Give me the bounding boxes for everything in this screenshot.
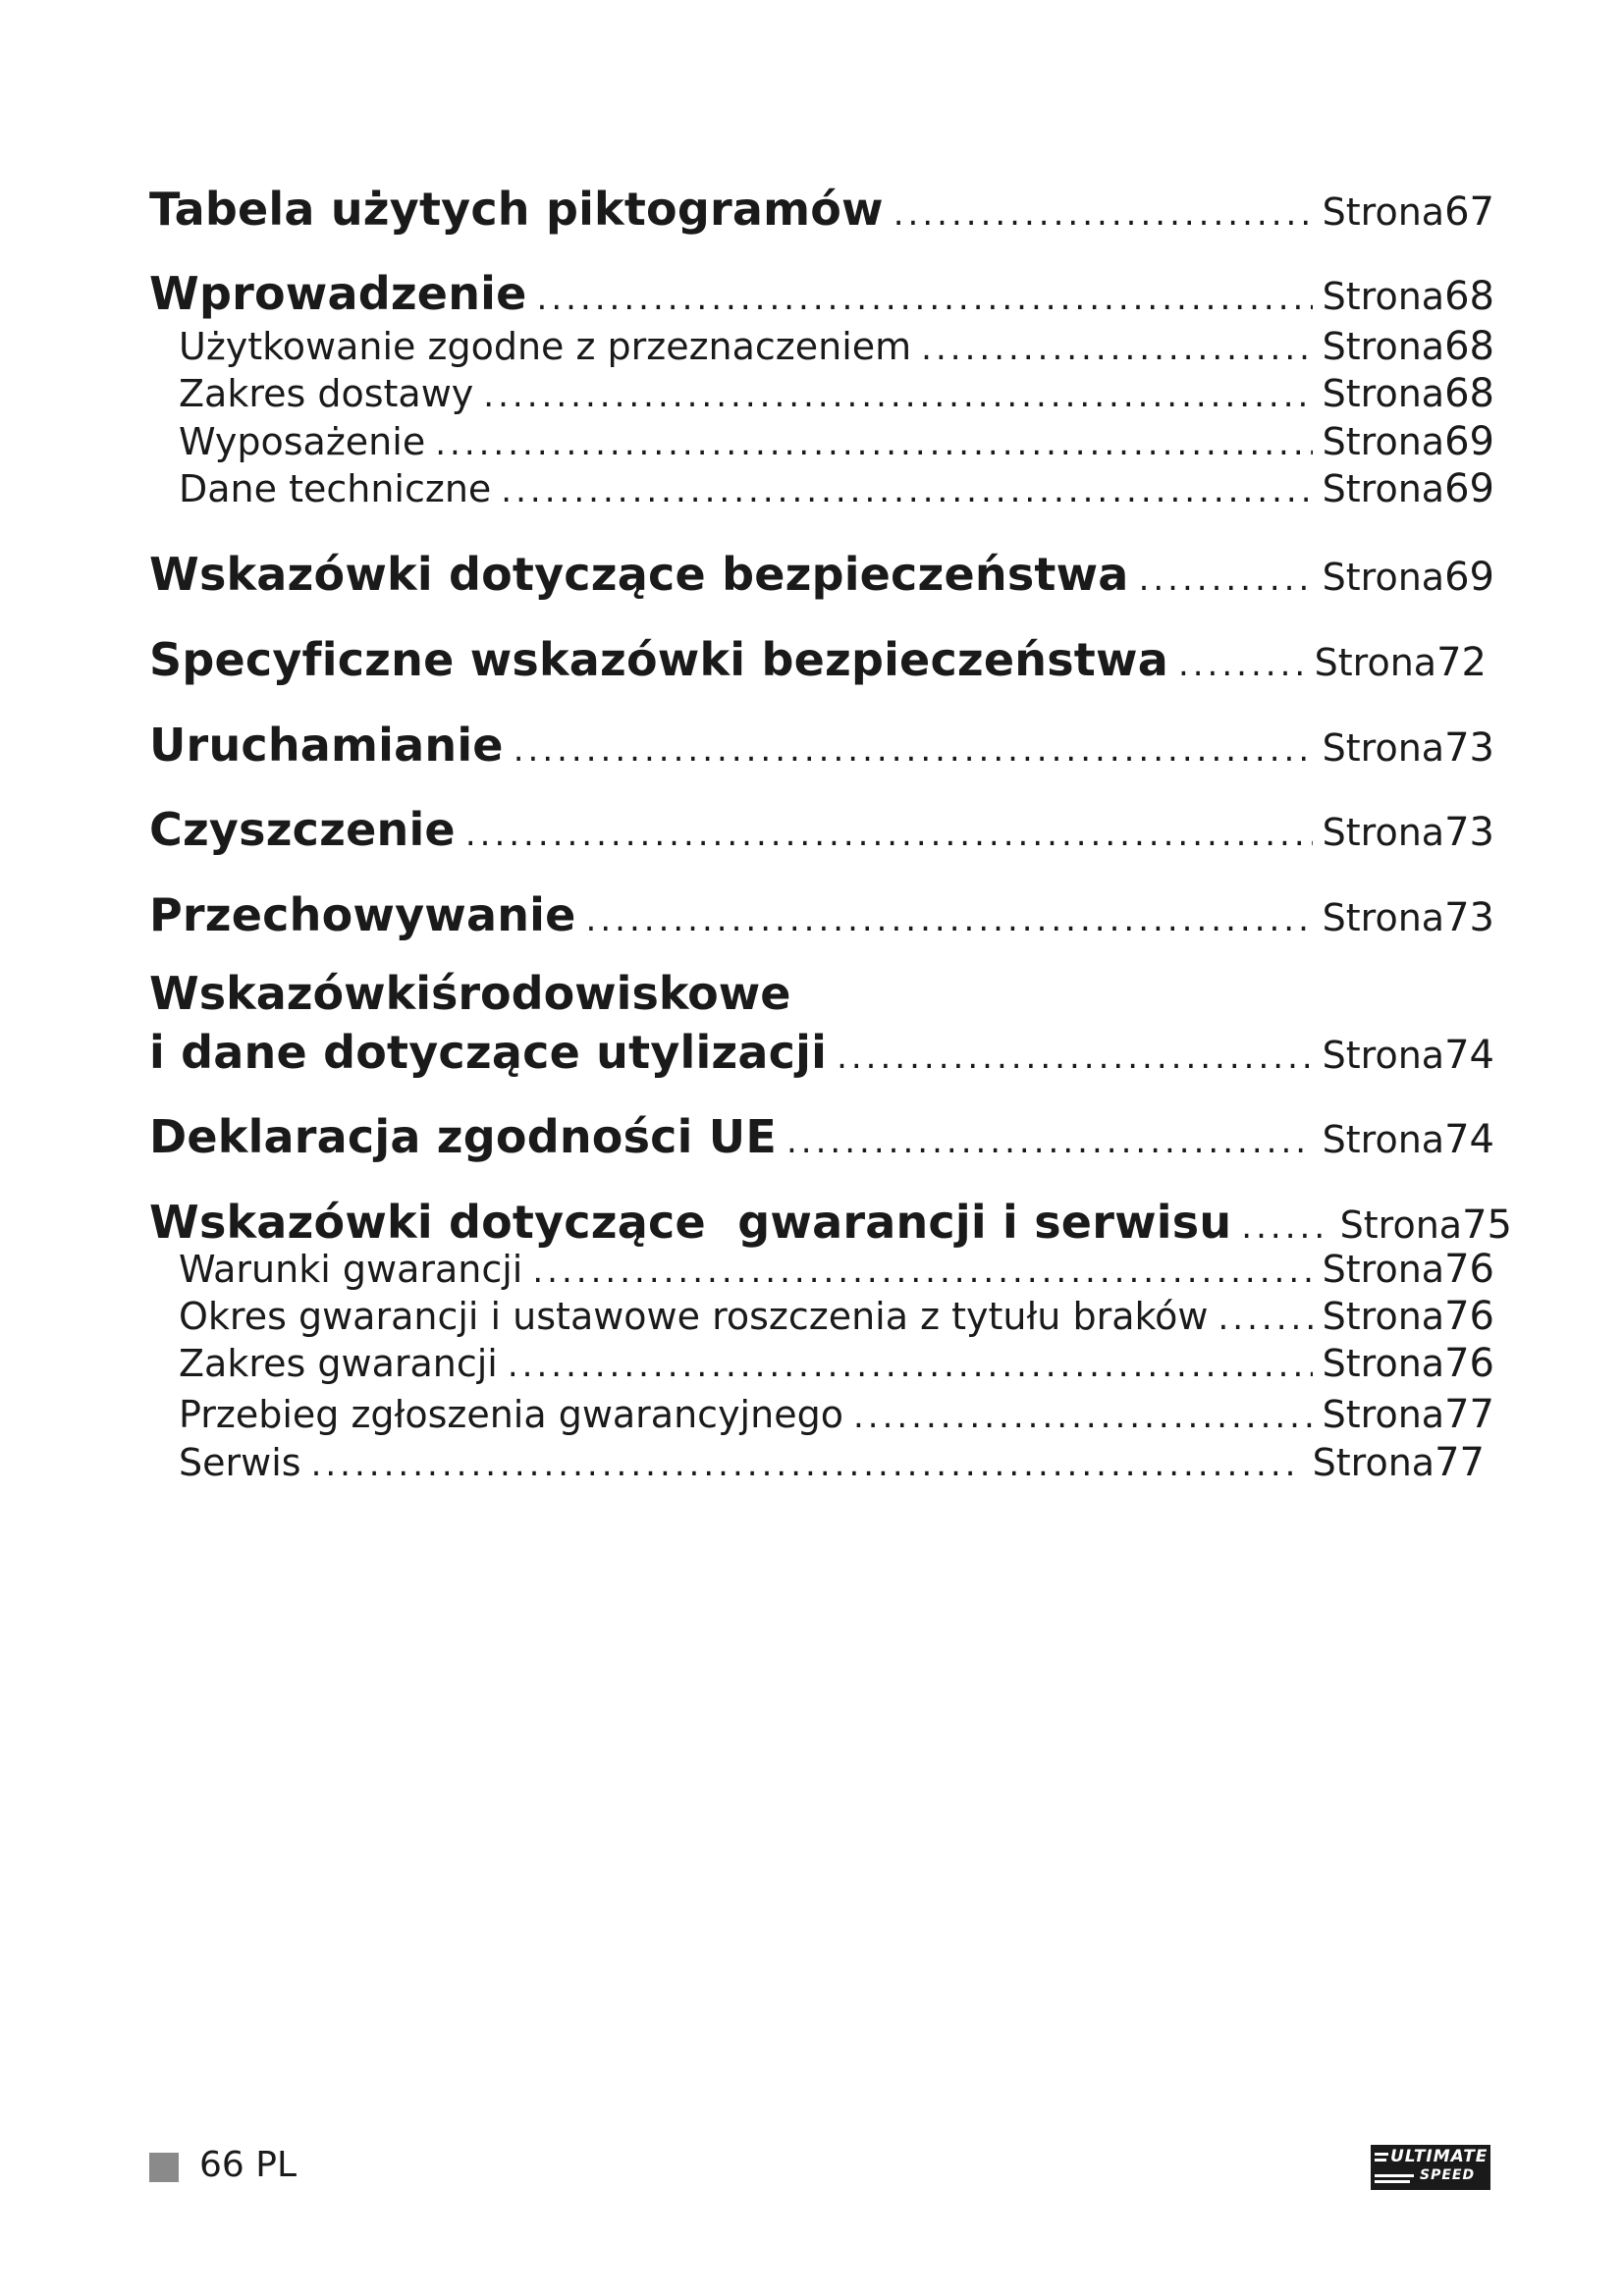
toc-entry-page: 73 — [1444, 725, 1494, 771]
toc-entry-label: Warunki gwarancji — [179, 1248, 523, 1291]
leader-dots — [435, 424, 1312, 463]
toc-entry-strona: Strona — [1322, 556, 1445, 599]
toc-entry-label: Specyficzne wskazówki bezpieczeństwa — [149, 633, 1168, 686]
leader-dots — [1178, 645, 1305, 684]
toc-subentry[interactable] — [179, 1392, 1494, 1437]
toc-entry-label: i dane dotyczące utylizacji — [149, 1026, 828, 1079]
leader-dots — [853, 1397, 1313, 1436]
toc-entry-strona: Strona — [1322, 325, 1445, 368]
brand-logo-line2: SPEED — [1420, 2167, 1476, 2183]
toc-entry[interactable] — [149, 719, 1494, 772]
toc-entry-page: 68 — [1444, 324, 1494, 369]
leader-dots — [465, 815, 1313, 854]
footer-square-marker — [149, 2153, 179, 2182]
toc-entry-page: 69 — [1444, 555, 1494, 600]
toc-entry-page: 74 — [1444, 1033, 1494, 1078]
toc-entry-page: 67 — [1444, 189, 1494, 235]
toc-entry-strona: Strona — [1322, 811, 1445, 854]
leader-dots — [537, 279, 1313, 318]
leader-dots — [483, 376, 1312, 415]
leader-dots — [508, 1346, 1313, 1385]
toc-entry[interactable] — [149, 1196, 1512, 1249]
toc-entry-strona: Strona — [1322, 1393, 1445, 1436]
leader-dots — [837, 1038, 1313, 1077]
toc-entry-label: Wprowadzenie — [149, 267, 527, 320]
leader-dots — [921, 329, 1312, 368]
toc-entry-label: Uruchamianie — [149, 719, 504, 772]
toc-entry-page: 76 — [1444, 1341, 1494, 1386]
toc-entry-label: Tabela użytych piktogramów — [149, 183, 884, 236]
toc-entry-page: 68 — [1444, 371, 1494, 416]
brand-logo — [1371, 2145, 1490, 2190]
toc-entry-label: Okres gwarancji i ustawowe roszczenia z tytułu braków — [179, 1295, 1209, 1338]
toc-entry-label: Serwis — [179, 1441, 301, 1484]
leader-dots — [1218, 1299, 1312, 1338]
toc-entry-strona: Strona — [1322, 1248, 1445, 1291]
toc-entry[interactable] — [149, 183, 1494, 236]
toc-entry[interactable] — [149, 633, 1487, 686]
toc-entry-page: 69 — [1444, 466, 1494, 511]
toc-entry-page: 77 — [1444, 1392, 1494, 1437]
toc-entry-page: 77 — [1435, 1440, 1485, 1485]
toc-subentry[interactable] — [179, 1341, 1494, 1386]
leader-dots — [1241, 1207, 1329, 1247]
toc-entry-label: Przechowywanie — [149, 888, 576, 941]
toc-entry-label: Zakres dostawy — [179, 372, 474, 415]
toc-entry[interactable] — [149, 888, 1494, 941]
toc-entry-page: 75 — [1462, 1202, 1512, 1248]
toc-entry-strona: Strona — [1322, 190, 1445, 234]
toc-entry-strona: Strona — [1322, 372, 1445, 415]
toc-entry-label: Wyposażenie — [179, 420, 426, 463]
toc-entry-page: 69 — [1444, 419, 1494, 464]
toc-entry[interactable] — [149, 1110, 1494, 1163]
toc-entry-strona: Strona — [1322, 896, 1445, 939]
toc-entry-strona: Strona — [1339, 1203, 1463, 1247]
toc-subentry[interactable] — [179, 371, 1494, 416]
toc-entry-label: Czyszczenie — [149, 803, 456, 856]
toc-entry-strona: Strona — [1314, 641, 1437, 684]
toc-subentry[interactable] — [179, 1294, 1494, 1339]
toc-entry-page: 72 — [1436, 640, 1487, 685]
toc-entry-strona: Strona — [1322, 275, 1445, 318]
toc-entry-heading-line1[interactable]: Wskazówkiśrodowiskowe — [149, 967, 791, 1020]
toc-subentry[interactable] — [179, 466, 1494, 511]
toc-entry-page: 76 — [1444, 1247, 1494, 1292]
toc-entry-label: Deklaracja zgodności UE — [149, 1110, 777, 1163]
toc-entry-label: Dane techniczne — [179, 467, 492, 510]
leader-dots — [501, 471, 1312, 510]
toc-entry-label: Użytkowanie zgodne z przeznaczeniem — [179, 325, 912, 368]
toc-entry-label: Przebieg zgłoszenia gwarancyjnego — [179, 1393, 843, 1436]
brand-logo-line1: ULTIMATE — [1390, 2147, 1489, 2166]
toc-entry-page: 76 — [1444, 1294, 1494, 1339]
toc-entry-strona: Strona — [1322, 1034, 1445, 1077]
leader-dots — [514, 730, 1313, 770]
leader-dots — [586, 900, 1313, 939]
toc-entry-page: 73 — [1444, 895, 1494, 940]
toc-entry-page: 68 — [1444, 274, 1494, 319]
leader-dots — [532, 1252, 1312, 1291]
toc-entry-page: 74 — [1444, 1117, 1494, 1162]
toc-entry-strona: Strona — [1322, 726, 1445, 770]
toc-entry-strona: Strona — [1322, 1295, 1445, 1338]
toc-entry[interactable] — [149, 1026, 1494, 1079]
leader-dots — [311, 1445, 1303, 1484]
leader-dots — [1139, 560, 1313, 599]
footer-page-label: 66 PL — [199, 2145, 298, 2185]
toc-entry-strona: Strona — [1322, 420, 1445, 463]
leader-dots — [893, 194, 1313, 234]
toc-entry[interactable] — [149, 803, 1494, 856]
toc-entry-strona: Strona — [1322, 1118, 1445, 1161]
toc-subentry[interactable] — [179, 1440, 1485, 1485]
toc-entry-label: Wskazówki dotyczące gwarancji i serwisu — [149, 1196, 1232, 1249]
toc-entry-strona: Strona — [1322, 467, 1445, 510]
toc-entry[interactable] — [149, 548, 1494, 601]
toc-entry-strona: Strona — [1312, 1441, 1435, 1484]
toc-entry-label: Wskazówki dotyczące bezpieczeństwa — [149, 548, 1129, 601]
toc-entry-label: Zakres gwarancji — [179, 1342, 498, 1385]
toc-entry[interactable] — [149, 267, 1494, 320]
toc-subentry[interactable] — [179, 419, 1494, 464]
toc-subentry[interactable] — [179, 324, 1494, 369]
toc-entry-strona: Strona — [1322, 1342, 1445, 1385]
toc-subentry[interactable] — [179, 1247, 1494, 1292]
toc-entry-page: 73 — [1444, 810, 1494, 855]
leader-dots — [786, 1122, 1313, 1161]
